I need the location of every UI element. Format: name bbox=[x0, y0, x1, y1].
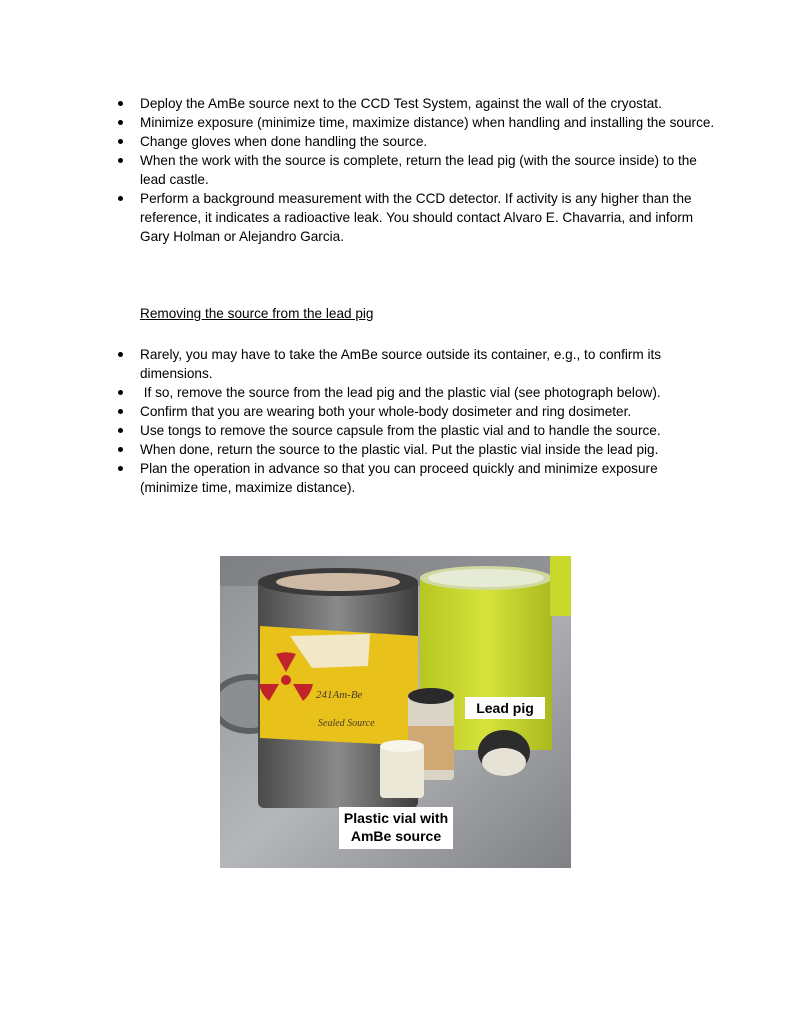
bullet-icon bbox=[118, 120, 123, 125]
list-item: Minimize exposure (minimize time, maximize distance) when handling and installing the source. bbox=[116, 113, 716, 132]
list-item: Change gloves when done handling the source. bbox=[116, 132, 716, 151]
list-item: When done, return the source to the plastic vial. Put the plastic vial inside the lead pig. bbox=[116, 440, 716, 459]
vial-label-line1: Plastic vial with bbox=[343, 810, 449, 826]
bullet-icon bbox=[118, 196, 123, 201]
source-photograph bbox=[220, 556, 571, 868]
removal-instructions-list bbox=[116, 345, 716, 497]
list-item: Plan the operation in advance so that you can proceed quickly and minimize exposure (minimize time, maximize distance). bbox=[116, 459, 716, 497]
photo-illustration bbox=[220, 556, 571, 868]
can-source-text: Sealed Source bbox=[318, 718, 375, 729]
lead-pig-label: Lead pig bbox=[476, 700, 534, 716]
bullet-icon bbox=[118, 101, 123, 106]
bullet-icon bbox=[118, 466, 123, 471]
bullet-icon bbox=[118, 409, 123, 414]
section-heading: Removing the source from the lead pig bbox=[140, 306, 374, 321]
bullet-icon bbox=[118, 428, 123, 433]
bullet-icon bbox=[118, 390, 123, 395]
plastic-vial bbox=[380, 744, 424, 798]
bullet-icon bbox=[118, 158, 123, 163]
bullet-icon bbox=[118, 139, 123, 144]
vial-label-line2: AmBe source bbox=[350, 828, 442, 844]
list-item: Perform a background measurement with the CCD detector. If activity is any higher than the reference, it indicates a radioactive leak. You should contact Alvaro E. Chavarria, and inform Gary Holman or Alejandro Garcia. bbox=[116, 189, 716, 246]
list-item: Confirm that you are wearing both your whole-body dosimeter and ring dosimeter. bbox=[116, 402, 716, 421]
list-item: If so, remove the source from the lead pig and the plastic vial (see photograph below). bbox=[116, 383, 716, 402]
instructions-list bbox=[116, 94, 716, 246]
bullet-icon bbox=[118, 447, 123, 452]
bullet-icon bbox=[118, 352, 123, 357]
list-item: Use tongs to remove the source capsule from the plastic vial and to handle the source. bbox=[116, 421, 716, 440]
list-item: Rarely, you may have to take the AmBe source outside its container, e.g., to confirm its dimensions. bbox=[116, 345, 716, 383]
can-isotope-text: 241Am-Be bbox=[316, 689, 363, 701]
list-item: When the work with the source is complete, return the lead pig (with the source inside) to the lead castle. bbox=[116, 151, 716, 189]
list-item: Deploy the AmBe source next to the CCD Test System, against the wall of the cryostat. bbox=[116, 94, 716, 113]
